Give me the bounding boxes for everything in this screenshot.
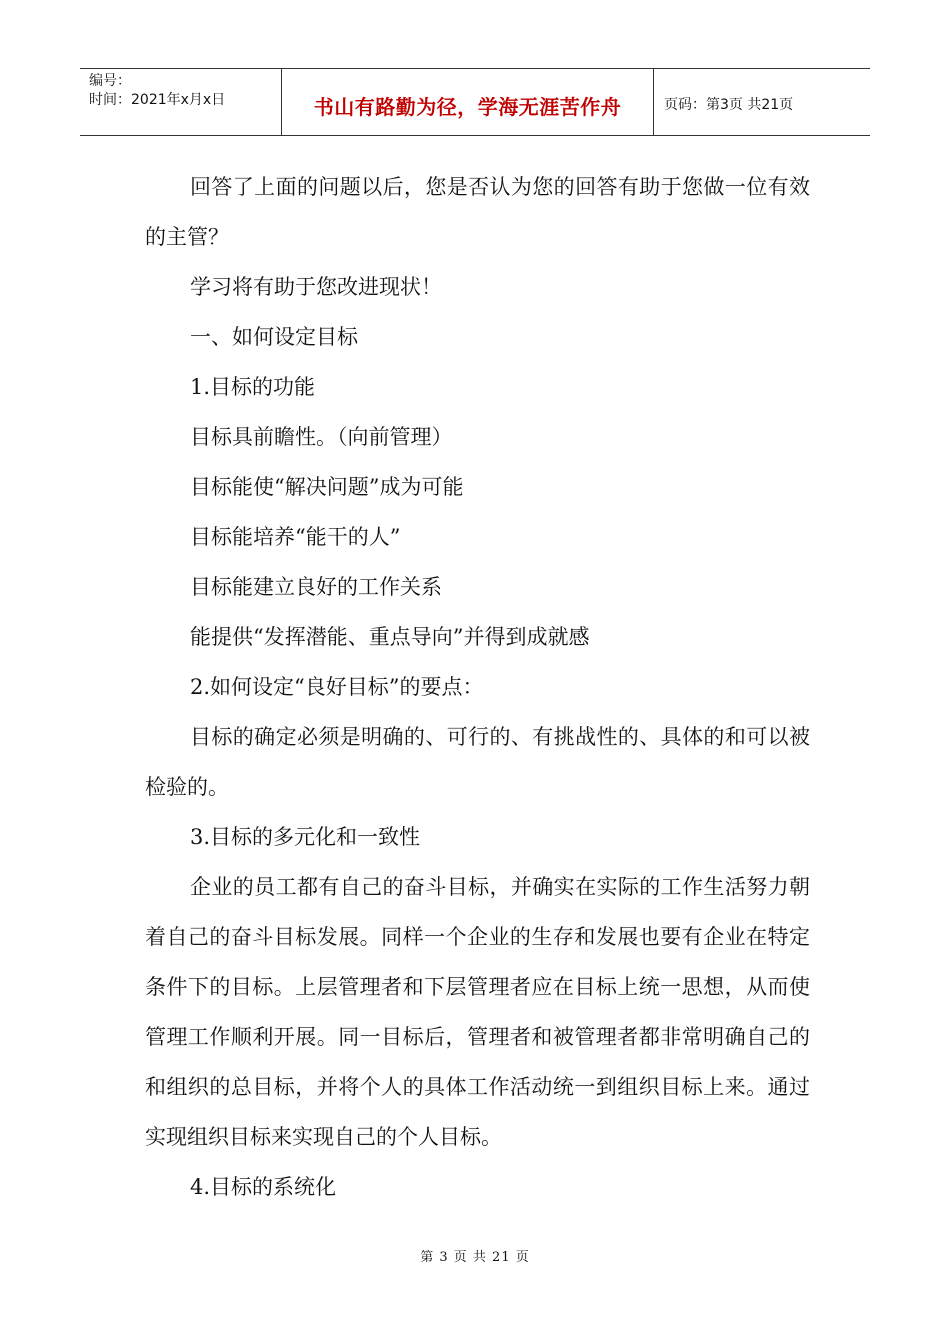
document-body — [145, 162, 810, 1212]
page-header — [80, 68, 870, 136]
header-page-info: 页码：第3页 共21页 — [664, 97, 794, 113]
list-item: 目标能使“解决问题”成为可能 — [190, 475, 464, 499]
paragraph: 目标的确定必须是明确的、可行的、有挑战性的、具体的和可以被检验的。 — [145, 725, 810, 799]
paragraph: 回答了上面的问题以后，您是否认为您的回答有助于您做一位有效的主管？ — [145, 175, 810, 249]
document-time-label: 时间：2021年x月x日 — [89, 92, 226, 108]
list-item: 目标能培养“能干的人” — [190, 525, 401, 549]
subsection-heading: 2.如何设定“良好目标”的要点： — [190, 675, 484, 699]
subsection-heading: 3.目标的多元化和一致性 — [190, 825, 421, 849]
subsection-heading: 4.目标的系统化 — [190, 1175, 337, 1199]
page-footer: 第 3 页 共 21 页 — [420, 1250, 530, 1265]
list-item: 目标能建立良好的工作关系 — [190, 575, 442, 599]
paragraph: 学习将有助于您改进现状！ — [190, 275, 442, 299]
header-motto: 书山有路勤为径，学海无涯苦作舟 — [282, 69, 654, 135]
list-item: 目标具前瞻性。（向前管理） — [190, 425, 453, 449]
subsection-heading: 1.目标的功能 — [190, 375, 316, 399]
document-number-label: 编号： — [89, 73, 131, 89]
list-item: 能提供“发挥潜能、重点导向”并得到成就感 — [190, 625, 590, 649]
paragraph: 企业的员工都有自己的奋斗目标，并确实在实际的工作生活努力朝着自己的奋斗目标发展。同样一个企业的生存和发展也要有企业在特定条件下的目标。上层管理者和下层管理者应在目标上统一思想，从而使管理工作顺利开展。同一目标后，管理者和被管理者都非常明确自己的和组织的总目标，并将个人的具体工作活动统一到组织目标上来。通过实现组织目标来实现自己的个人目标。 — [145, 875, 810, 1149]
section-heading: 一、如何设定目标 — [190, 325, 358, 349]
header-meta — [80, 69, 282, 135]
